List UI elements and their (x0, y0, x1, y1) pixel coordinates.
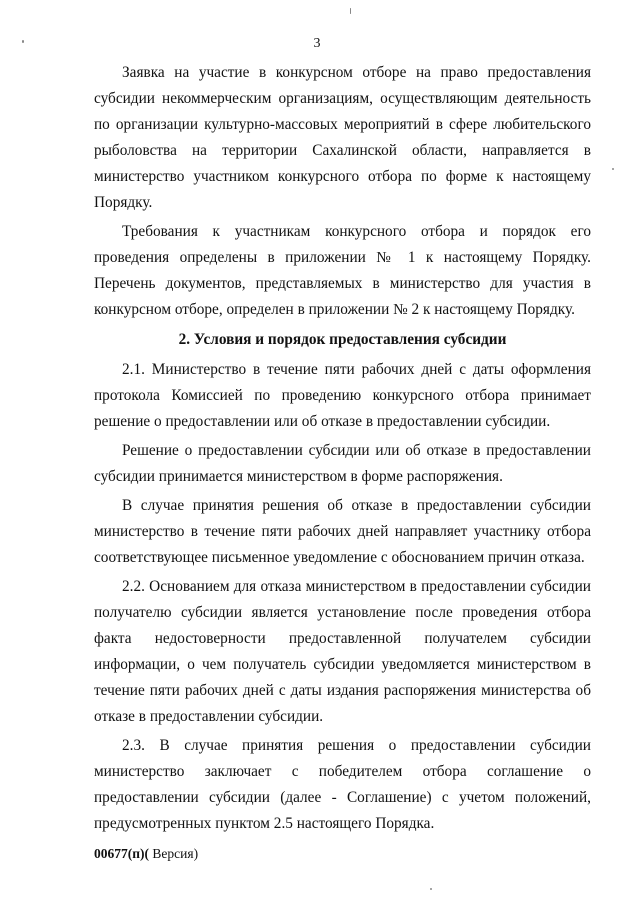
page-number: 3 (313, 36, 321, 51)
document-version: Версия) (149, 846, 199, 861)
document-code: 00677(п)( (94, 846, 150, 861)
paragraph-requirements: Требования к участникам конкурсного отбора и порядок его проведения определены в приложении № 1 к настоящему Порядку. Перечень документов, представляемых в министерство для участия в конкурсном отборе, определен в приложении № 2 к настоящему Порядку. (94, 223, 591, 318)
paragraph-application: Заявка на участие в конкурсном отборе на право предоставления субсидии некоммерческим организациям, осуществляющим деятельность по организации культурно-массовых мероприятий в сфере любительского рыболовства на территории Сахалинской области, направляется в министерство участником конкурсного отбора по форме к настоящему Порядку. (94, 64, 591, 211)
document-footer (94, 846, 198, 862)
paragraph-decision-form: Решение о предоставлении субсидии или об отказе в предоставлении субсидии принимается министерством в форме распоряжения. (94, 442, 591, 485)
paragraph-refusal-notice: В случае принятия решения об отказе в предоставлении субсидии министерство в течение пяти рабочих дней направляет участнику отбора соответствующее письменное уведомление с обоснованием причин отказа. (94, 497, 591, 566)
scan-speck (612, 168, 614, 170)
scan-speck (22, 40, 24, 43)
scan-speck (430, 888, 432, 890)
document-body (94, 60, 591, 837)
paragraph-2-2: 2.2. Основанием для отказа министерством в предоставлении субсидии получателю субсидии является установление после проведения отбора факта недостоверности предоставленной получателем субсидии информации, о чем получатель субсидии уведомляется министерством в течение пяти рабочих дней с даты издания распоряжения министерства об отказе в предоставлении субсидии. (94, 578, 591, 725)
paragraph-2-1: 2.1. Министерство в течение пяти рабочих дней с даты оформления протокола Комиссией по проведению конкурсного отбора принимает решение о предоставлении или об отказе в предоставлении субсидии. (94, 361, 591, 430)
scan-speck (350, 8, 351, 14)
section-heading: 2. Условия и порядок предоставления субсидии (178, 331, 507, 348)
paragraph-2-3: 2.3. В случае принятия решения о предоставлении субсидии министерство заключает с победителем отбора соглашение о предоставлении субсидии (далее - Соглашение) с учетом положений, предусмотренных пунктом 2.5 настоящего Порядка. (94, 737, 591, 832)
